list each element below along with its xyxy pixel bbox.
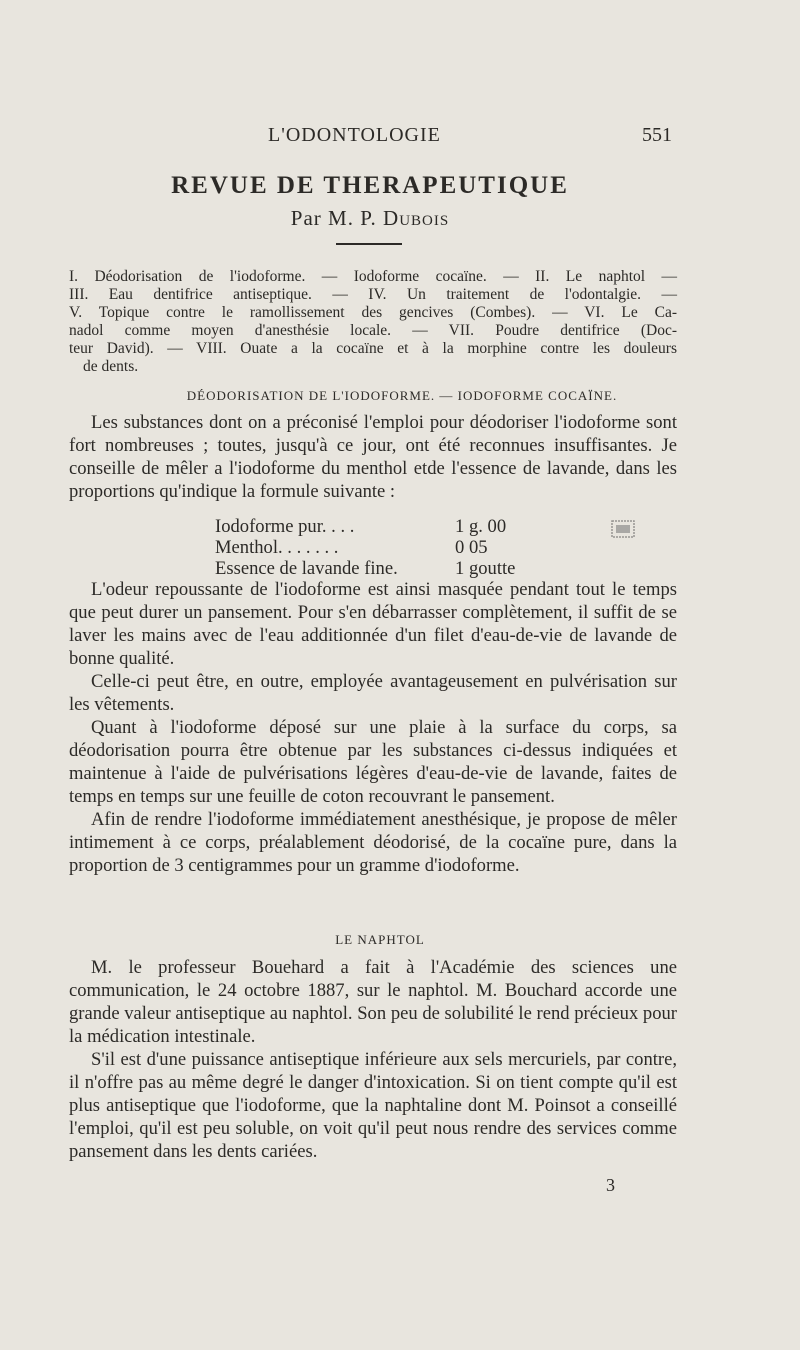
paragraph: S'il est d'une puissance antiseptique inférieure aux sels mercuriels, par contre, il n'offre pas au même degré le danger d'intoxication. Si on tient compte qu'il est plus antiseptique que l'iodoforme, que la naphtaline dont M. Poinsot a conseillé l'emploi, qu'il est peu soluble, on voit qu'il peut nous rendre des services comme pansement dans les dents cariées. [69,1049,677,1162]
running-title: L'ODONTOLOGIE [268,124,441,146]
formula-row [215,558,545,579]
paragraph: M. le professeur Bouehard a fait à l'Académie des sciences une communication, le 24 octobre 1887, sur le naphtol. M. Bouchard accorde une grande valeur antiseptique au naphtol. Son peu de solubilité le rend précieux pour la médication intestinale. [69,957,677,1047]
summary-line: teur David). — VIII. Ouate a la cocaïne et à la morphine contre les douleurs [69,340,677,357]
summary-line: III. Eau dentifrice antiseptique. — IV. Un traitement de l'odontalgie. — [69,286,677,303]
summary-line: de dents. [83,358,139,375]
paragraph: Les substances dont on a préconisé l'emploi pour déodoriser l'iodoforme sont fort nombreuses ; toutes, jusqu'à ce jour, ont été reconnues insuffisantes. Je conseille de mêler a l'iodoforme du menthol etde l'essence de lavande, dans les proportions qu'indique la formule suivante : [69,412,677,502]
section-heading-iodoforme: DÉODORISATION DE L'IODOFORME. — IODOFORME COCAÏNE. [186,388,618,403]
signature-mark: 3 [606,1175,615,1195]
running-head [0,124,800,154]
article-summary [69,268,677,376]
article-byline [0,206,740,231]
section-naphtol-body [69,956,677,1163]
page-number: 551 [642,124,672,146]
section-iodoforme-intro [69,411,677,503]
author-name: M. P. Dubois [328,206,450,230]
section-heading-naphtol: LE NAPHTOL [335,932,425,947]
ingredient-quantity: 1 goutte [455,558,516,579]
ingredient-quantity: 1 g. 00 [455,516,507,537]
paragraph: L'odeur repoussante de l'iodoforme est ainsi masquée pendant tout le temps que peut durer un pansement. Pour s'en débarrasser complètement, il suffit de se laver les mains avec de l'eau additionnée d'un filet d'eau-de-vie de lavande de bonne qualité. [69,579,677,669]
summary-line: I. Déodorisation de l'iodoforme. — Iodoforme cocaïne. — II. Le naphtol — [69,268,677,285]
summary-line: V. Topique contre le ramollissement des gencives (Combes). — VI. Le Ca- [69,304,677,321]
ingredient-quantity: 0 05 [455,537,488,558]
section-iodoforme-body [69,578,677,877]
paragraph: Afin de rendre l'iodoforme immédiatement anesthésique, je propose de mêler intimement à ce corps, préalablement déodorisé, de la cocaïne pure, dans la proportion de 3 centigrammes pour un gramme d'iodoforme. [69,809,677,876]
formula-table [215,516,545,579]
article-title: REVUE DE THERAPEUTIQUE [171,172,569,199]
summary-line: nadol comme moyen d'anesthésie locale. — VII. Poudre dentifrice (Doc- [69,322,677,339]
formula-row [215,516,545,537]
ingredient-name: Iodoforme pur. . . . [215,516,355,537]
byline-prefix: Par [290,206,322,230]
title-rule [336,243,402,245]
formula-row [215,537,545,558]
library-stamp-icon [611,520,635,538]
ingredient-name: Menthol. . . . . . . [215,537,339,558]
paragraph: Celle-ci peut être, en outre, employée avantageusement en pulvérisation sur les vêtements. [69,671,677,715]
paragraph: Quant à l'iodoforme déposé sur une plaie à la surface du corps, sa déodorisation pourra être obtenue par les substances ci-dessus indiquées et maintenue à l'aide de pulvérisations légères d'eau-de-vie de lavande, faites de temps en temps sur une feuille de coton recouvrant le pansement. [69,717,677,807]
ingredient-name: Essence de lavande fine. [215,558,398,579]
